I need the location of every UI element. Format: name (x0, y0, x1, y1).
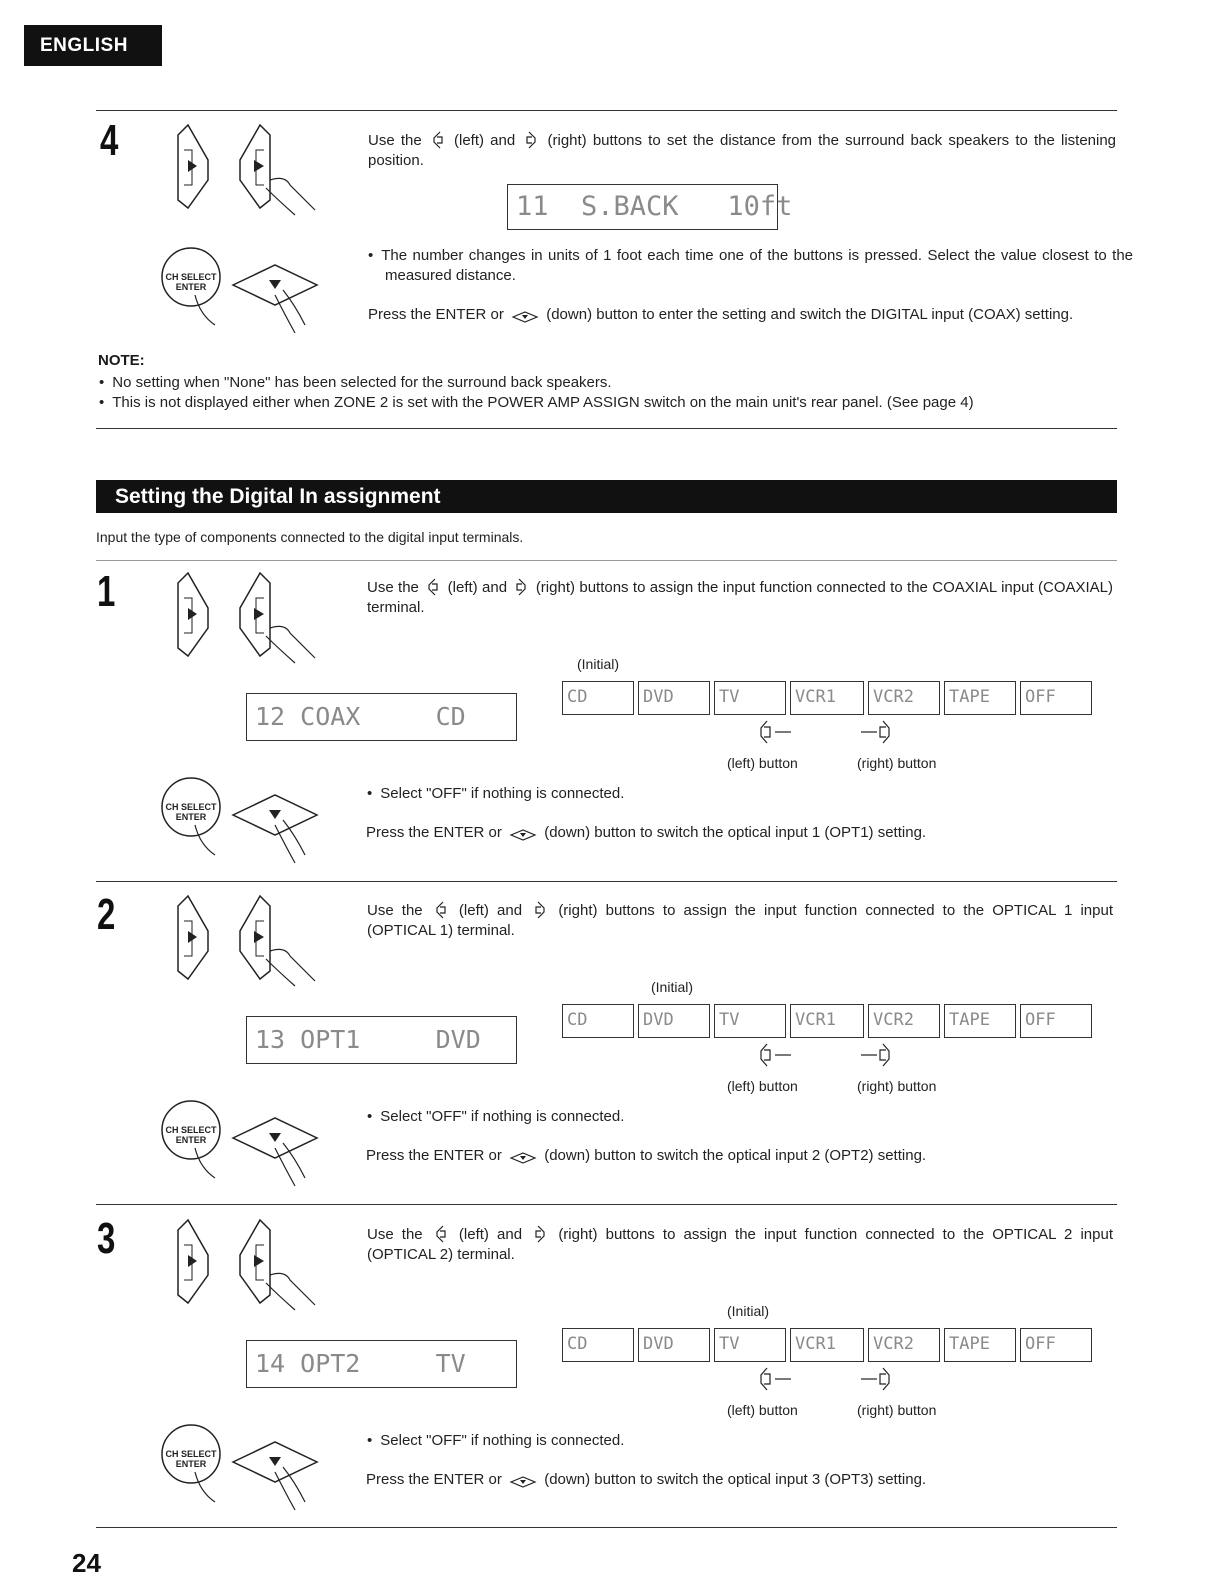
step-number: 2 (97, 890, 116, 939)
initial-label: (Initial) (651, 979, 694, 995)
ch-select-label: CH SELECT (165, 1449, 217, 1459)
left-button-icon (427, 578, 439, 596)
direction-arrows (759, 1041, 919, 1071)
step-press: Press the ENTER or (down) button to switch the optical input 1 (OPT1) setting. (366, 824, 927, 841)
option-tv: TV (714, 1004, 786, 1038)
option-tv: TV (714, 1328, 786, 1362)
left-right-buttons-illustration (170, 891, 330, 986)
lcd-display: 13 OPT1 DVD (246, 1016, 517, 1064)
step-bullet: • Select "OFF" if nothing is connected. (367, 1107, 1067, 1127)
direction-arrows (759, 1365, 919, 1395)
note-item: • No setting when "None" has been selected for the surround back speakers. (99, 373, 1119, 393)
ch-select-label: CH SELECT (165, 272, 217, 282)
note-item: • This is not displayed either when ZONE 2 is set with the POWER AMP ASSIGN switch on the main unit's rear panel. (See page 4) (99, 393, 1119, 413)
step-instruction: Use the (left) and (right) buttons to assign the input function connected to the OPTICAL 1 input (OPTICAL 1) terminal. (367, 902, 1113, 939)
enter-label: ENTER (175, 1459, 207, 1469)
right-button-label: (right) button (857, 1078, 937, 1094)
right-button-icon (880, 1368, 889, 1390)
left-button-icon (435, 1225, 447, 1243)
left-right-buttons-illustration (170, 1215, 330, 1310)
divider (96, 428, 1117, 429)
step-press: Press the ENTER or (down) button to switch the optical input 3 (OPT3) setting. (366, 1471, 927, 1488)
note-title: NOTE: (98, 352, 145, 369)
step-number: 4 (100, 116, 119, 165)
divider (96, 560, 1117, 561)
step4-instruction: Use the (left) and (right) buttons to set the distance from the surround back speakers to the listening position. (368, 132, 1117, 169)
option-sequence (562, 1328, 1092, 1362)
enter-down-buttons-illustration (155, 1098, 335, 1188)
step-bullet: • Select "OFF" if nothing is connected. (367, 784, 1067, 804)
option-cd: CD (562, 681, 634, 715)
option-dvd: DVD (638, 1004, 710, 1038)
direction-arrows (759, 718, 919, 748)
divider (96, 110, 1117, 111)
lcd-display: 11 S.BACK 10ft (507, 184, 778, 230)
divider (96, 1204, 1117, 1205)
step-number: 3 (97, 1214, 116, 1263)
section-intro: Input the type of components connected to the digital input terminals. (96, 529, 524, 545)
down-button-icon (512, 311, 538, 323)
option-off: OFF (1020, 681, 1092, 715)
right-button-icon (534, 901, 546, 919)
option-vcr2: VCR2 (868, 1328, 940, 1362)
step4-press: Press the ENTER or (down) button to enter the setting and switch the DIGITAL input (COAX) setting. (368, 306, 1074, 323)
option-off: OFF (1020, 1328, 1092, 1362)
option-tape: TAPE (944, 1328, 1016, 1362)
section-title: Setting the Digital In assignment (96, 480, 1117, 513)
initial-label: (Initial) (727, 1303, 770, 1319)
lcd-display: 12 COAX CD (246, 693, 517, 741)
option-off: OFF (1020, 1004, 1092, 1038)
option-cd: CD (562, 1328, 634, 1362)
step-instruction: Use the (left) and (right) buttons to assign the input function connected to the COAXIAL input (COAXIAL) terminal. (367, 579, 1114, 616)
divider (96, 1527, 1117, 1528)
left-button-icon (435, 901, 447, 919)
right-button-icon (515, 578, 527, 596)
ch-select-label: CH SELECT (165, 1125, 217, 1135)
page-number: 24 (72, 1548, 101, 1578)
step4-bullet: • The number changes in units of 1 foot each time one of the buttons is pressed. Select the value closest to the measured distance. (368, 246, 1133, 286)
left-button-label: (left) button (727, 1402, 798, 1418)
option-vcr1: VCR1 (790, 681, 864, 715)
step-instruction: Use the (left) and (right) buttons to assign the input function connected to the OPTICAL 2 input (OPTICAL 2) terminal. (367, 1226, 1113, 1263)
option-vcr2: VCR2 (868, 1004, 940, 1038)
option-dvd: DVD (638, 1328, 710, 1362)
down-button-icon (510, 1476, 536, 1488)
left-button-icon (761, 721, 770, 743)
left-right-buttons-illustration (170, 120, 330, 215)
option-sequence (562, 1004, 1092, 1038)
option-cd: CD (562, 1004, 634, 1038)
right-button-label: (right) button (857, 1402, 937, 1418)
step-bullet: • Select "OFF" if nothing is connected. (367, 1431, 1067, 1451)
right-button-icon (880, 721, 889, 743)
left-right-buttons-illustration (170, 568, 330, 663)
option-tape: TAPE (944, 681, 1016, 715)
left-button-label: (left) button (727, 1078, 798, 1094)
left-button-icon (761, 1368, 770, 1390)
left-button-label: (left) button (727, 755, 798, 771)
step-number: 1 (97, 567, 116, 616)
option-sequence (562, 681, 1092, 715)
initial-label: (Initial) (577, 656, 620, 672)
left-button-icon (432, 131, 444, 149)
language-tab: ENGLISH (24, 25, 162, 66)
option-tape: TAPE (944, 1004, 1016, 1038)
option-dvd: DVD (638, 681, 710, 715)
enter-down-buttons-illustration (155, 1422, 335, 1512)
enter-down-buttons-illustration (155, 245, 335, 335)
down-button-icon (510, 1152, 536, 1164)
option-vcr1: VCR1 (790, 1004, 864, 1038)
enter-down-buttons-illustration (155, 775, 335, 865)
divider (96, 881, 1117, 882)
right-button-icon (525, 131, 537, 149)
ch-select-label: CH SELECT (165, 802, 217, 812)
down-button-icon (510, 829, 536, 841)
option-tv: TV (714, 681, 786, 715)
right-button-icon (534, 1225, 546, 1243)
right-button-label: (right) button (857, 755, 937, 771)
lcd-display: 14 OPT2 TV (246, 1340, 517, 1388)
left-button-icon (761, 1044, 770, 1066)
option-vcr1: VCR1 (790, 1328, 864, 1362)
step-press: Press the ENTER or (down) button to switch the optical input 2 (OPT2) setting. (366, 1147, 927, 1164)
enter-label: ENTER (175, 282, 207, 292)
enter-label: ENTER (175, 812, 207, 822)
option-vcr2: VCR2 (868, 681, 940, 715)
enter-label: ENTER (175, 1135, 207, 1145)
right-button-icon (880, 1044, 889, 1066)
